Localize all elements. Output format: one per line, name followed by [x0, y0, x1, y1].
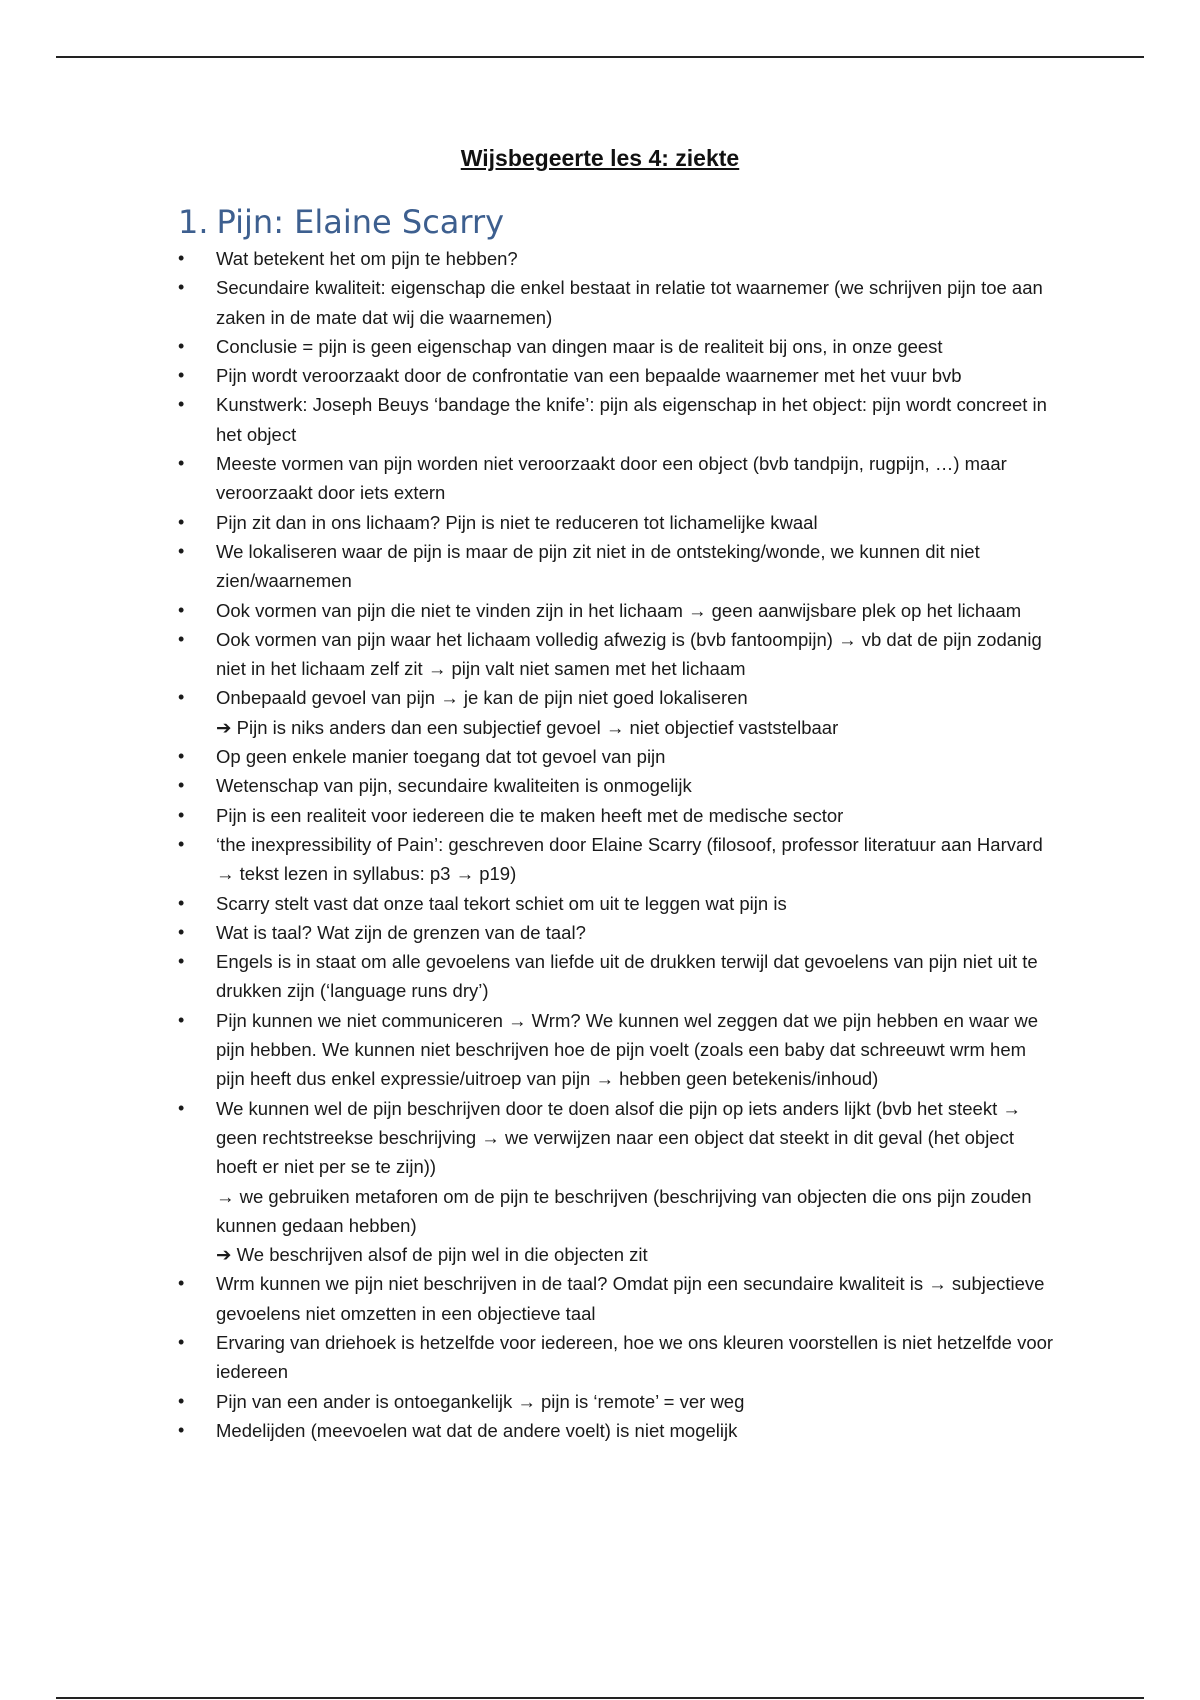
list-item-text: Engels is in staat om alle gevoelens van liefde uit de drukken terwijl dat gevoelens van pijn niet uit te drukken zijn (‘language runs dry’) — [216, 951, 1038, 1002]
section-title: Pijn: Elaine Scarry — [216, 203, 505, 241]
bullet-icon: • — [178, 1097, 185, 1118]
bullet-icon: • — [178, 599, 185, 620]
list-item-text: Pijn zit dan in ons lichaam? Pijn is niet te reduceren tot lichamelijke kwaal — [216, 511, 818, 533]
list-item-text: Onbepaald gevoel van pijn → je kan de pijn niet goed lokaliseren — [216, 687, 748, 709]
list-item — [178, 1006, 1058, 1094]
list-item — [178, 947, 1058, 1006]
list-item — [178, 918, 1058, 947]
list-item-text: Pijn van een ander is ontoegankelijk → pijn is ‘remote’ = ver weg — [216, 1390, 745, 1412]
bullet-icon: • — [178, 746, 185, 767]
bullet-icon: • — [178, 540, 185, 561]
list-item-text: Op geen enkele manier toegang dat tot gevoel van pijn — [216, 746, 666, 768]
list-item-text: ‘the inexpressibility of Pain’: geschreven door Elaine Scarry (filosoof, professor literatuur aan Harvard → tekst lezen in syllabus: p3 → p19) — [216, 833, 1043, 885]
list-item — [178, 771, 1058, 800]
bullet-icon: • — [178, 453, 185, 474]
list-item — [178, 889, 1058, 918]
list-item-subline: → we gebruiken metaforen om de pijn te beschrijven (beschrijving van objecten die ons pijn zouden kunnen gedaan hebben) — [216, 1185, 1032, 1236]
list-item-text: Meeste vormen van pijn worden niet veroorzaakt door een object (bvb tandpijn, rugpijn, …) maar veroorzaakt door iets extern — [216, 453, 1007, 504]
bullet-icon: • — [178, 365, 185, 386]
bullet-icon: • — [178, 804, 185, 825]
list-item-text: Pijn wordt veroorzaakt door de confrontatie van een bepaalde waarnemer met het vuur bvb — [216, 365, 962, 387]
list-item-text: Medelijden (meevoelen wat dat de andere voelt) is niet mogelijk — [216, 1419, 738, 1441]
bullet-icon: • — [178, 394, 185, 415]
bullet-icon: • — [178, 892, 185, 913]
bullet-icon: • — [178, 1273, 185, 1294]
list-item-text: Pijn is een realiteit voor iedereen die te maken heeft met de medische sector — [216, 804, 844, 826]
list-item — [178, 1094, 1058, 1270]
bullet-icon: • — [178, 951, 185, 972]
bullet-icon: • — [178, 1009, 185, 1030]
bullet-icon: • — [178, 687, 185, 708]
list-item — [178, 332, 1058, 361]
list-item-subline: ➔ We beschrijven alsof de pijn wel in die objecten zit — [216, 1244, 648, 1266]
list-item — [178, 1416, 1058, 1445]
footer-rule — [56, 1697, 1144, 1699]
list-item — [178, 830, 1058, 889]
list-item-text: Ook vormen van pijn waar het lichaam volledig afwezig is (bvb fantoompijn) → vb dat de pijn zodanig niet in het lichaam zelf zit → pijn valt niet samen met het lichaam — [216, 628, 1042, 680]
bullet-icon: • — [178, 1331, 185, 1352]
list-item — [178, 596, 1058, 625]
list-item — [178, 537, 1058, 596]
list-item — [178, 361, 1058, 390]
list-item — [178, 1328, 1058, 1387]
bullet-list — [178, 244, 1058, 1445]
list-item-text: Ervaring van driehoek is hetzelfde voor iedereen, hoe we ons kleuren voorstellen is niet hetzelfde voor iedereen — [216, 1331, 1054, 1383]
bullet-icon: • — [178, 775, 185, 796]
list-item — [178, 508, 1058, 537]
list-item — [178, 625, 1058, 684]
bullet-icon: • — [178, 628, 185, 649]
list-item-text: Wat is taal? Wat zijn de grenzen van de taal? — [216, 921, 586, 943]
section-heading — [178, 203, 504, 241]
list-item-text: Ook vormen van pijn die niet te vinden zijn in het lichaam → geen aanwijsbare plek op het lichaam — [216, 599, 1022, 621]
bullet-icon: • — [178, 277, 185, 298]
list-item — [178, 273, 1058, 332]
list-item-text: We lokaliseren waar de pijn is maar de pijn zit niet in de ontsteking/wonde, we kunnen dit niet zien/waarnemen — [216, 540, 980, 592]
list-item — [178, 449, 1058, 508]
list-item — [178, 801, 1058, 830]
bullet-icon: • — [178, 511, 185, 532]
list-item-text: Pijn kunnen we niet communiceren → Wrm? We kunnen wel zeggen dat we pijn hebben en waar we pijn hebben. We kunnen niet beschrijven hoe de pijn voelt (zoals een baby dat schreeuwt wrm hem pijn heeft dus enkel expressie/uitroep van pijn → hebben geen betekenis/inhoud) — [216, 1009, 1038, 1090]
list-item — [178, 390, 1058, 449]
header-rule — [56, 56, 1144, 58]
list-item-text: Conclusie = pijn is geen eigenschap van dingen maar is de realiteit bij ons, in onze geest — [216, 335, 943, 357]
list-item-text: Wetenschap van pijn, secundaire kwaliteiten is onmogelijk — [216, 775, 692, 797]
list-item-text: Kunstwerk: Joseph Beuys ‘bandage the knife’: pijn als eigenschap in het object: pijn wordt concreet in het object — [216, 394, 1047, 445]
bullet-icon: • — [178, 335, 185, 356]
document-title: Wijsbegeerte les 4: ziekte — [460, 145, 740, 171]
list-item — [178, 742, 1058, 771]
list-item — [178, 244, 1058, 273]
list-item-text: We kunnen wel de pijn beschrijven door te doen alsof die pijn op iets anders lijkt (bvb het steekt → geen rechtstreekse beschrijving → we verwijzen naar een object dat steekt in dit geval (het object hoeft er niet per se te zijn)) — [216, 1097, 1021, 1178]
bullet-icon: • — [178, 833, 185, 854]
list-item-text: Wat betekent het om pijn te hebben? — [216, 248, 518, 269]
bullet-icon: • — [178, 248, 185, 268]
section-number: 1. — [178, 203, 209, 241]
list-item-text: Secundaire kwaliteit: eigenschap die enkel bestaat in relatie tot waarnemer (we schrijven pijn toe aan zaken in de mate dat wij die waarnemen) — [216, 277, 1043, 328]
list-item — [178, 683, 1058, 742]
list-item — [178, 1269, 1058, 1328]
list-item-text: Scarry stelt vast dat onze taal tekort schiet om uit te leggen wat pijn is — [216, 892, 787, 914]
list-item-text: Wrm kunnen we pijn niet beschrijven in de taal? Omdat pijn een secundaire kwaliteit is → subjectieve gevoelens niet omzetten in een objectieve taal — [216, 1273, 1045, 1324]
list-item-subline: ➔ Pijn is niks anders dan een subjectief gevoel → niet objectief vaststelbaar — [216, 716, 839, 738]
list-item — [178, 1387, 1058, 1416]
bullet-icon: • — [178, 1390, 185, 1411]
bullet-icon: • — [178, 1419, 185, 1440]
bullet-icon: • — [178, 921, 185, 942]
